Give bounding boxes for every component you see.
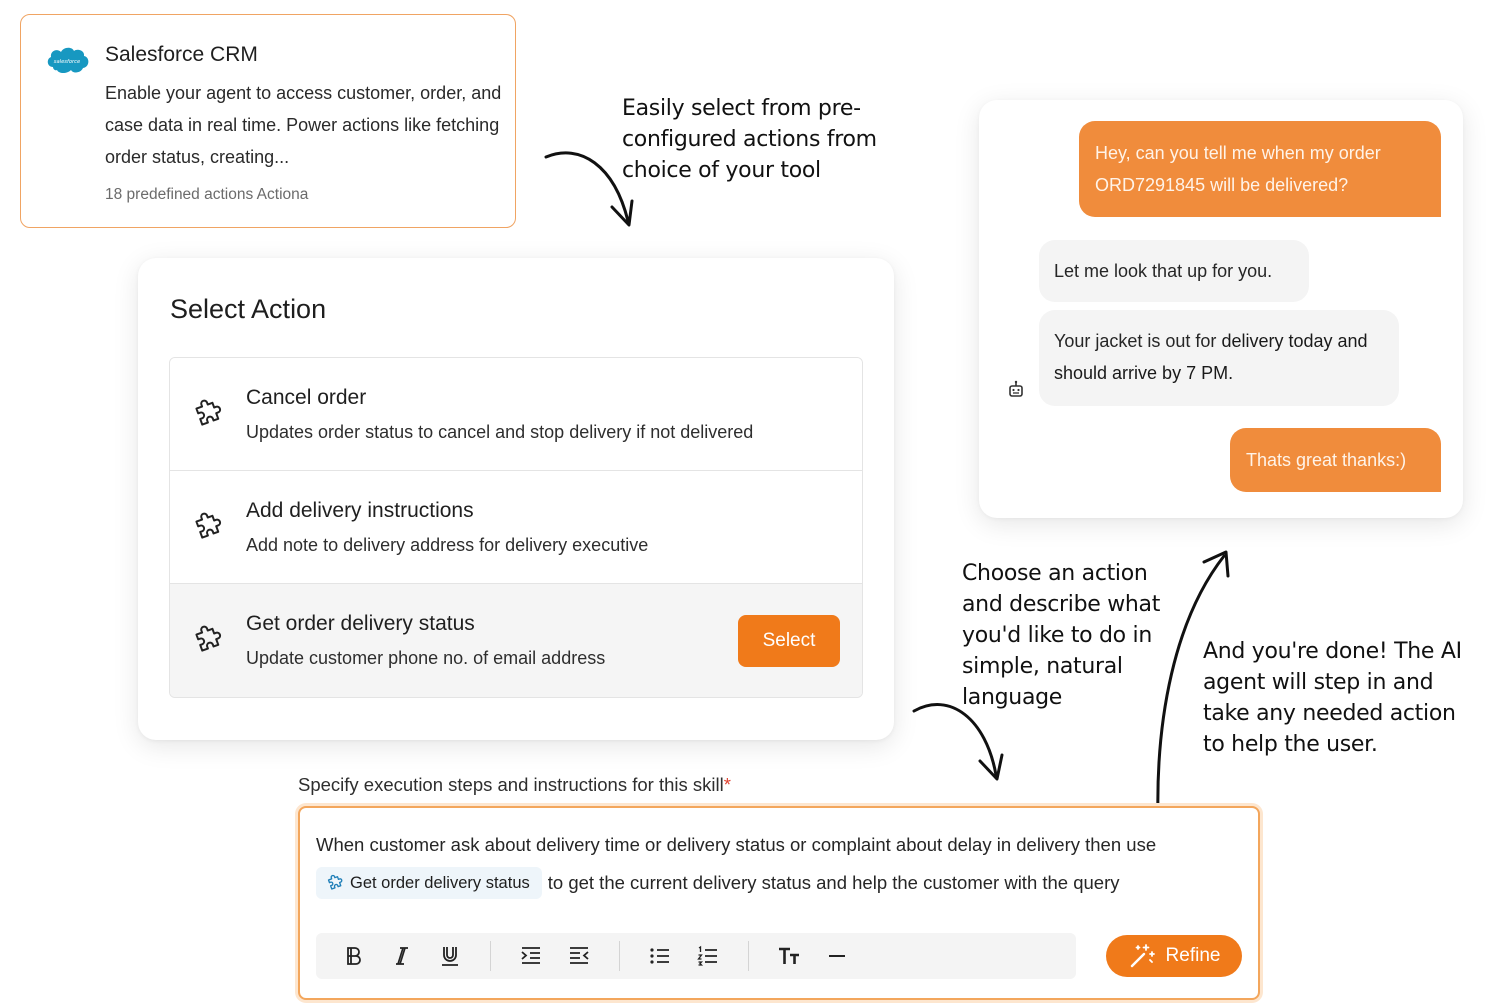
arrow-up-icon (1140, 540, 1240, 820)
horizontal-rule-icon[interactable] (813, 938, 861, 974)
bot-message-emphasis: delivery today and should arrive by 7 PM. (1054, 331, 1368, 383)
magic-wand-icon (1128, 942, 1156, 970)
action-name: Add delivery instructions (246, 499, 474, 522)
integration-meta: 18 predefined actions Actiona (105, 186, 309, 203)
annotation-done: And you're done! The AI agent will step in and take any needed action to help the user. (1203, 639, 1462, 757)
bot-message (1039, 310, 1399, 406)
puzzle-piece-icon (192, 624, 224, 656)
user-message: Hey, can you tell me when my order ORD7291845 will be delivered? (1079, 121, 1441, 217)
instructions-text-rest: to get the current delivery status and help the customer with the query (547, 872, 1120, 893)
integration-title: Salesforce CRM (105, 43, 258, 66)
action-item-add-delivery-instructions[interactable] (170, 471, 862, 584)
action-name: Cancel order (246, 386, 367, 409)
salesforce-integration-card[interactable] (20, 14, 516, 228)
action-chip-label: Get order delivery status (350, 873, 530, 892)
italic-icon[interactable] (378, 938, 426, 974)
salesforce-logo-icon (45, 45, 91, 77)
puzzle-piece-icon (192, 511, 224, 543)
numbered-list-icon[interactable] (684, 938, 732, 974)
instructions-label-text: Specify execution steps and instructions for this skill (298, 774, 724, 795)
action-list (169, 357, 863, 698)
select-action-title: Select Action (170, 294, 327, 324)
action-description: Add note to delivery address for delivery executive (246, 535, 649, 555)
bot-message-text: Your jacket is out for (1054, 331, 1222, 351)
text-size-icon[interactable] (765, 938, 813, 974)
instructions-text-line: When customer ask about delivery time or delivery status or complaint about delay in delivery then use (316, 834, 1157, 855)
indent-icon[interactable] (507, 938, 555, 974)
puzzle-piece-icon (192, 398, 224, 430)
instructions-label (298, 774, 731, 796)
bot-message: Let me look that up for you. (1039, 240, 1309, 302)
arrow-down-icon (910, 695, 1010, 785)
action-item-get-order-delivery-status[interactable] (170, 584, 862, 697)
underline-icon[interactable] (426, 938, 474, 974)
chat-preview-panel (979, 100, 1463, 518)
integration-description: Enable your agent to access customer, order, and case data in real time. Power actions like fetching order status, creating... (105, 83, 502, 167)
formatting-toolbar (316, 933, 1076, 979)
svg-text:salesforce: salesforce (53, 59, 81, 65)
refine-button[interactable] (1106, 935, 1242, 977)
user-message: Thats great thanks:) (1230, 428, 1441, 492)
action-description: Update customer phone no. of email address (246, 648, 606, 668)
toolbar-divider (619, 941, 620, 971)
arrow-down-icon (540, 145, 640, 235)
required-mark: * (723, 774, 731, 795)
bot-avatar-icon (1007, 380, 1025, 398)
outdent-icon[interactable] (555, 938, 603, 974)
bold-icon[interactable] (330, 938, 378, 974)
toolbar-divider (490, 941, 491, 971)
annotation-choose-action: Choose an action and describe what you'd like to do in simple, natural language (962, 561, 1161, 710)
toolbar-divider (748, 941, 749, 971)
refine-label: Refine (1165, 945, 1221, 966)
puzzle-piece-icon (326, 874, 344, 892)
instructions-editor[interactable] (298, 806, 1260, 1000)
select-action-panel (138, 258, 894, 740)
annotation-preconfigured-actions: Easily select from pre-configured actions from choice of your tool (622, 96, 877, 183)
bullet-list-icon[interactable] (636, 938, 684, 974)
action-description: Updates order status to cancel and stop delivery if not delivered (246, 422, 754, 442)
action-item-cancel-order[interactable] (170, 358, 862, 471)
action-name: Get order delivery status (246, 612, 475, 635)
instructions-text-line (316, 866, 1120, 900)
action-chip[interactable] (316, 867, 542, 899)
select-button[interactable]: Select (738, 615, 840, 667)
